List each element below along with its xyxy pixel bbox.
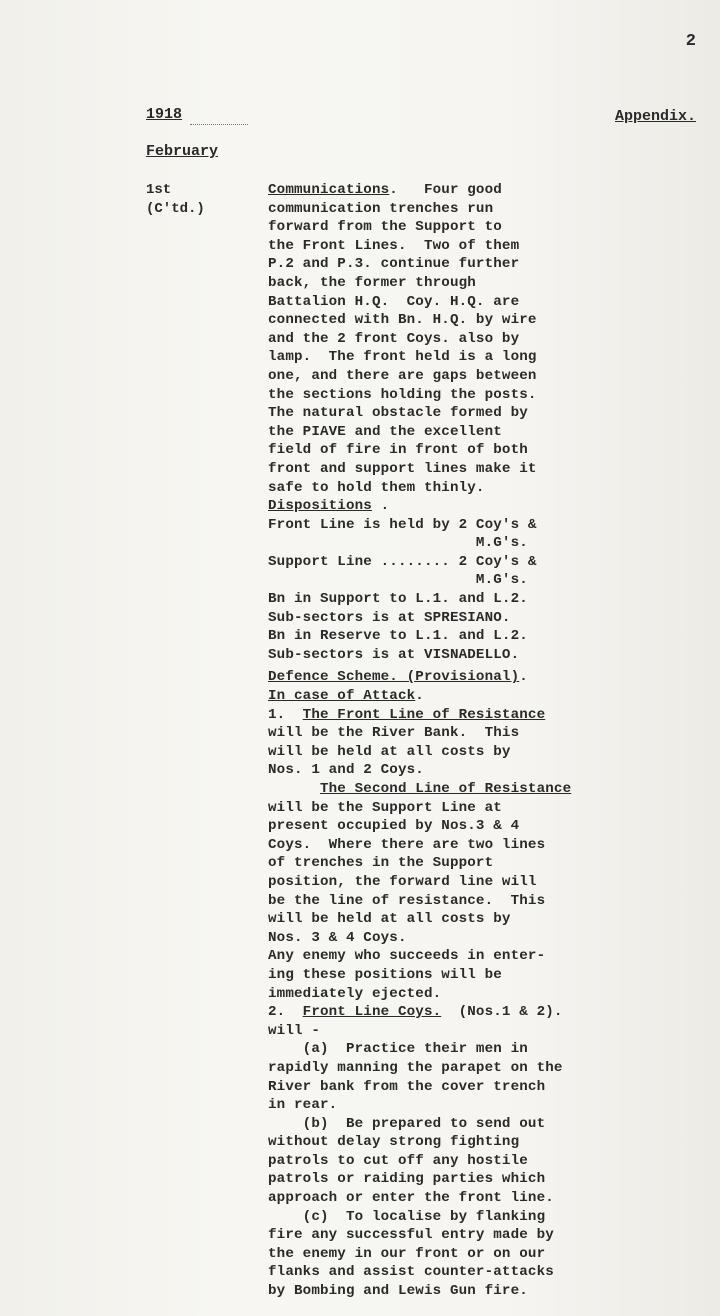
text-line: Bn in Reserve to L.1. and L.2.	[268, 628, 528, 645]
text-line: without delay strong fighting	[268, 1134, 520, 1151]
text-line: M.G's.	[268, 572, 528, 589]
text-line	[268, 780, 688, 799]
diary-entry-body	[268, 181, 688, 1301]
text-line: the sections holding the posts.	[268, 386, 537, 403]
text-line: field of fire in front of both	[268, 442, 528, 459]
text-line: connected with Bn. H.Q. by wire	[268, 312, 537, 329]
text-line: Nos. 3 & 4 Coys.	[268, 929, 407, 946]
text-line: the Front Lines. Two of them	[268, 237, 520, 254]
appendix-heading: Appendix.	[614, 108, 696, 125]
section-heading-second-line-resistance: The Second Line of Resistance	[319, 781, 572, 797]
section-heading-front-line-resistance: The Front Line of Resistance	[302, 706, 546, 723]
text-line: Front Line is held by 2 Coy's &	[268, 516, 537, 533]
text-line: will be the Support Line at	[268, 799, 502, 816]
text-line: Bn in Support to L.1. and L.2.	[268, 591, 528, 608]
text-line: be the line of resistance. This	[268, 892, 546, 909]
text-line: back, the former through	[268, 274, 476, 291]
text-line: Battalion H.Q. Coy. H.Q. are	[268, 293, 520, 310]
text-line: approach or enter the front line.	[268, 1190, 554, 1207]
entry-date-continued: (C'td.)	[146, 200, 205, 217]
text-line: in rear.	[268, 1097, 338, 1114]
text-line: patrols or raiding parties which	[268, 1171, 546, 1188]
text-line: Sub-sectors is at SPRESIANO.	[268, 609, 511, 626]
text-line: present occupied by Nos.3 & 4	[268, 818, 520, 835]
entry-date-day: 1st	[146, 182, 172, 198]
text-line: Defence Scheme. (Provisional).	[268, 669, 528, 686]
text-line: Nos. 1 and 2 Coys.	[268, 762, 424, 779]
section-heading-communications: Communications	[268, 182, 390, 198]
text-line: will -	[268, 1022, 320, 1039]
text-line: rapidly manning the parapet on the	[268, 1059, 563, 1076]
text-line: P.2 and P.3. continue further	[268, 256, 520, 273]
text-line: will be held at all costs by	[268, 743, 511, 760]
text-line: Communications. Four good	[268, 182, 502, 198]
text-line: immediately ejected.	[268, 985, 442, 1002]
text-line: Sub-sectors is at VISNADELLO.	[268, 646, 520, 663]
text-line: will be the River Bank. This	[268, 725, 520, 742]
text-line: In case of Attack.	[268, 688, 424, 705]
text-line: River bank from the cover trench	[268, 1078, 546, 1095]
section-heading-defence-scheme: Defence Scheme. (Provisional)	[268, 669, 520, 686]
page-number: 2	[685, 32, 696, 51]
text-line: Any enemy who succeeds in enter-	[268, 948, 546, 965]
text-line: (c) To localise by flanking	[268, 1208, 546, 1225]
text-line: one, and there are gaps between	[268, 367, 537, 384]
text-line: the enemy in our front or on our	[268, 1245, 546, 1262]
text-line: Coys. Where there are two lines	[268, 836, 546, 853]
text-line: communication trenches run	[268, 200, 494, 217]
text-line: forward from the Support to	[268, 219, 502, 236]
year-heading: 1918	[146, 106, 183, 123]
text-line: fire any successful entry made by	[268, 1227, 554, 1244]
text-line: 2. Front Line Coys. (Nos.1 & 2).	[268, 1004, 563, 1021]
text-line: Support Line ........ 2 Coy's &	[268, 553, 537, 570]
text-line: will be held at all costs by	[268, 911, 511, 928]
text-line: 1. The Front Line of Resistance	[268, 706, 546, 723]
section-heading-dispositions: Dispositions	[268, 498, 372, 515]
entry-date	[146, 181, 205, 218]
text-line: (b) Be prepared to send out	[268, 1115, 546, 1132]
text-line: of trenches in the Support	[268, 855, 494, 872]
text-line: (a) Practice their men in	[268, 1041, 528, 1058]
text-line: front and support lines make it	[268, 460, 537, 477]
text-line: safe to hold them thinly.	[268, 479, 485, 496]
text-line: M.G's.	[268, 535, 528, 552]
section-heading-in-case-of-attack: In case of Attack	[268, 688, 416, 705]
text-line: flanks and assist counter-attacks	[268, 1264, 554, 1281]
text-line: The natural obstacle formed by	[268, 405, 528, 422]
text-line: patrols to cut off any hostile	[268, 1152, 528, 1169]
text-line: by Bombing and Lewis Gun fire.	[268, 1283, 528, 1300]
month-heading: February	[146, 143, 219, 160]
text-line: the PIAVE and the excellent	[268, 423, 502, 440]
dotted-rule	[190, 124, 248, 125]
text-line: position, the forward line will	[268, 873, 537, 890]
section-heading-front-line-coys: Front Line Coys.	[302, 1004, 442, 1021]
text-line: and the 2 front Coys. also by	[268, 330, 520, 347]
text-line: lamp. The front held is a long	[268, 349, 537, 366]
text-line: Dispositions .	[268, 498, 390, 515]
text-line: ing these positions will be	[268, 966, 502, 983]
